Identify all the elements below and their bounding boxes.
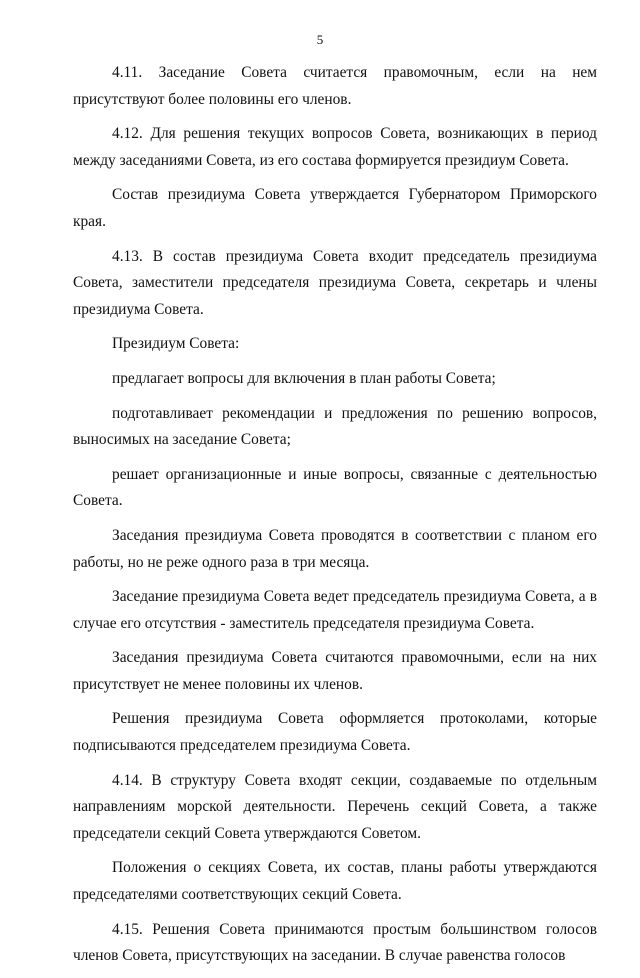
paragraph-4-12: 4.12. Для решения текущих вопросов Совета, возникающих в период между заседаниями Совета, из его состава формируется президиум Совета. bbox=[73, 125, 597, 169]
paragraph-presidium-decisions: Решения президиума Совета оформляется протоколами, которые подписываются председателем президиума Совета. bbox=[73, 710, 597, 755]
paragraph-presidium-meetings: Заседания президиума Совета проводятся в соответствии с планом его работы, но не реже одного раза в три месяца. bbox=[73, 526, 597, 571]
paragraph-4-13: 4.13. В состав президиума Совета входит председатель президиума Совета, заместители председателя президиума Совета, секретарь и члены президиума Совета. bbox=[73, 247, 597, 318]
paragraph-presidium-composition: Состав президиума Совета утверждается Губернатором Приморского края. bbox=[73, 186, 597, 230]
page-number: 5 bbox=[316, 32, 324, 47]
document-body bbox=[73, 60, 597, 978]
paragraph-presidium-duty-2: подготавливает рекомендации и предложения по решению вопросов, выносимых на заседание Совета; bbox=[73, 404, 597, 449]
paragraph-4-15: 4.15. Решения Совета принимаются простым большинством голосов членов Совета, присутствующих на заседании. В случае равенства голосов bbox=[73, 920, 597, 965]
paragraph-sections: Положения о секциях Совета, их состав, планы работы утверждаются председателями соответствующих секций Совета. bbox=[73, 859, 597, 904]
paragraph-presidium-heading: Президиум Совета: bbox=[112, 335, 240, 353]
paragraph-presidium-quorum: Заседания президиума Совета считаются правомочными, если на них присутствует не менее половины их членов. bbox=[73, 649, 597, 693]
paragraph-4-11: 4.11. Заседание Совета считается правомочным, если на нем присутствуют более половины его членов. bbox=[73, 64, 597, 108]
paragraph-presidium-duty-3: решает организационные и иные вопросы, связанные с деятельностью Совета. bbox=[73, 465, 597, 510]
paragraph-presidium-chair: Заседание президиума Совета ведет председатель президиума Совета, а в случае его отсутствия - заместитель председателя президиума Совета. bbox=[73, 588, 597, 632]
paragraph-4-14: 4.14. В структуру Совета входят секции, создаваемые по отдельным направлениям морской деятельности. Перечень секций Совета, а также председатели секций Совета утверждаются Советом. bbox=[73, 771, 597, 842]
paragraph-presidium-duty-1: предлагает вопросы для включения в план работы Совета; bbox=[112, 369, 496, 387]
